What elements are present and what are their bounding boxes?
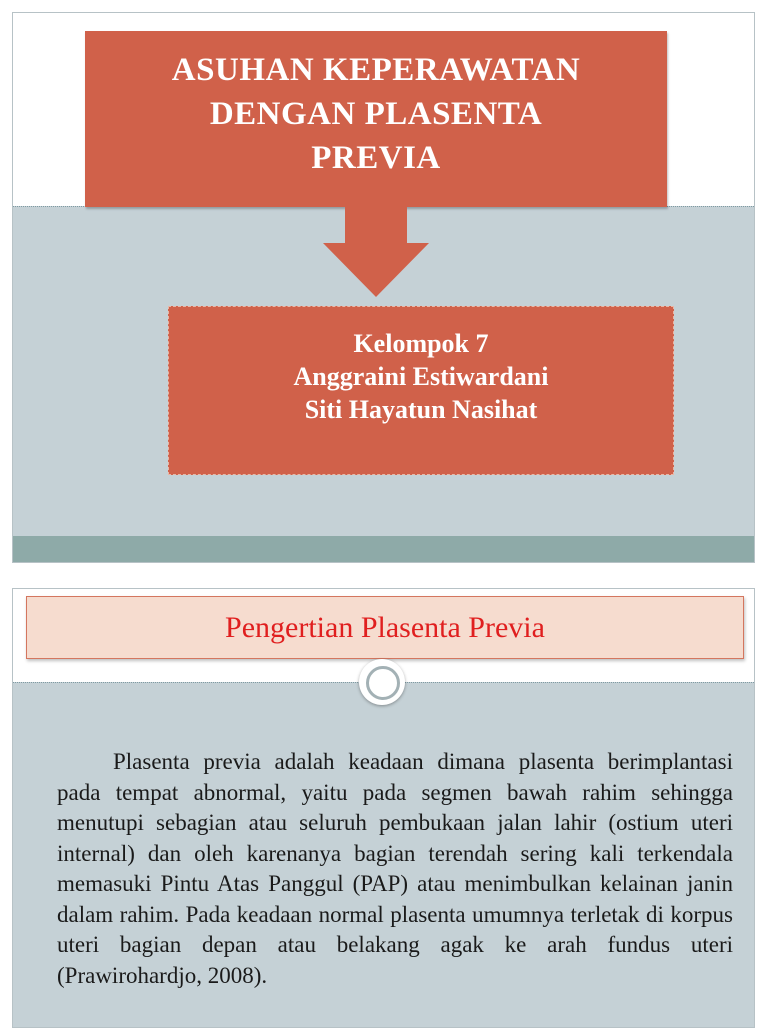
group-line-3: Siti Hayatun Nasihat <box>304 395 538 424</box>
section-header <box>26 596 744 659</box>
title-line-3: PREVIA <box>311 140 441 176</box>
slide-1 <box>12 12 755 563</box>
group-line-1: Kelompok 7 <box>353 329 489 358</box>
slide-footer-band <box>13 536 754 563</box>
section-header-text: Pengertian Plasenta Previa <box>225 610 545 644</box>
title-line-1: ASUHAN KEPERAWATAN <box>171 52 581 88</box>
group-box <box>168 306 674 475</box>
slide-2 <box>12 588 755 1028</box>
group-line-2: Anggraini Estiwardani <box>293 362 549 391</box>
definition-paragraph: Plasenta previa adalah keadaan dimana plasenta berimplantasi pada tempat abnormal, yaitu pada segmen bawah rahim sehingga menutupi sebagian atau seluruh pembukaan jalan lahir (ostium uteri internal) dan oleh karenanya bagian terendah sering kali terkendala memasuki Pintu Atas Panggul (PAP) atau menimbulkan kelainan janin dalam rahim. Pada keadaan normal plasenta umumnya terletak di korpus uteri bagian depan atau belakang agak ke arah fundus uteri (Prawirohardjo, 2008). <box>57 749 733 988</box>
title-line-2: DENGAN PLASENTA <box>209 96 543 132</box>
circle-ornament-icon <box>359 659 405 705</box>
down-arrow-icon <box>323 201 429 297</box>
title-box <box>85 31 667 207</box>
